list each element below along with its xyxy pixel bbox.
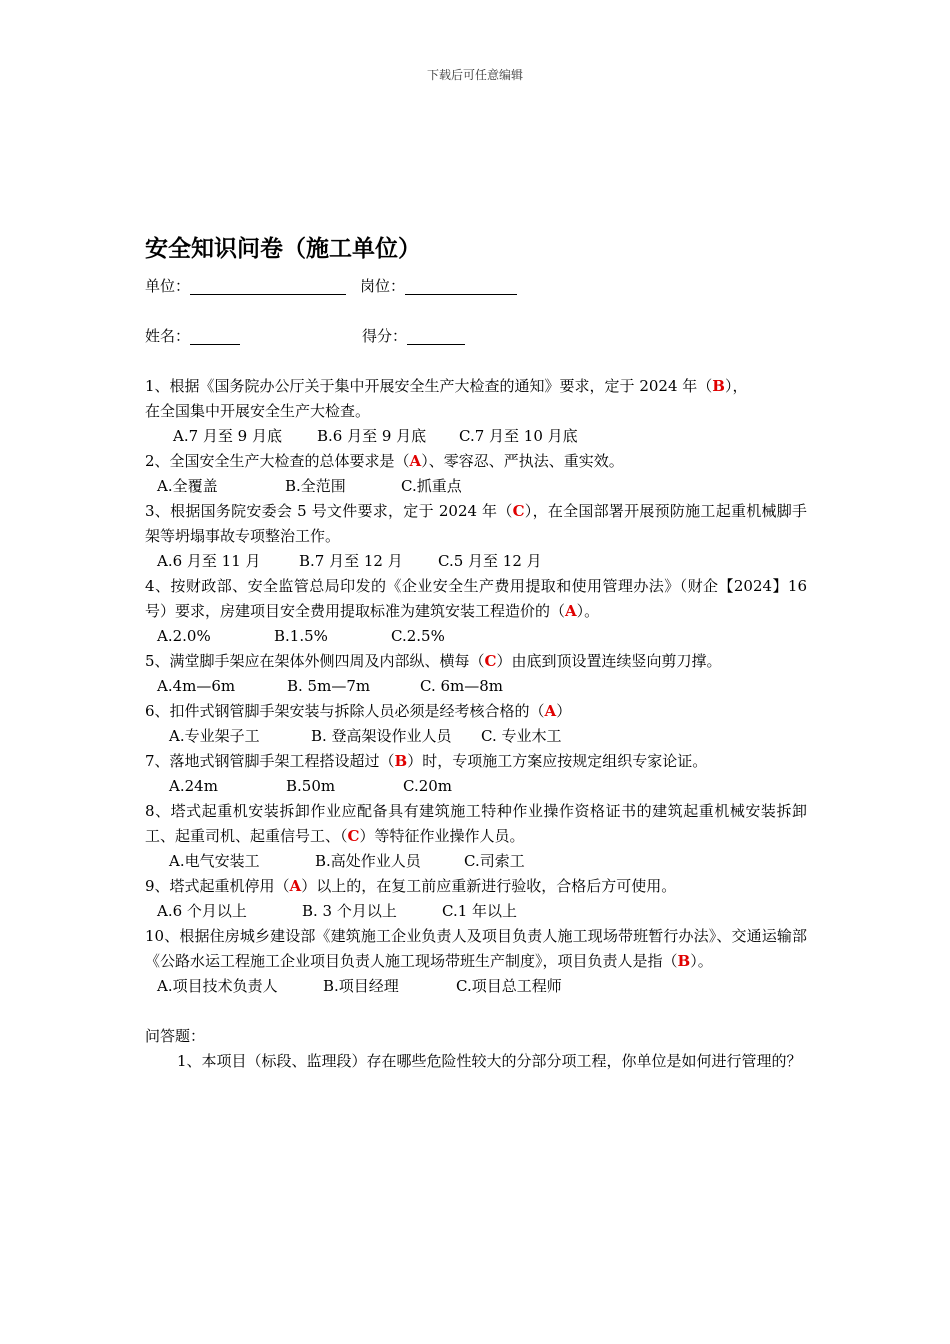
question-5-answer: C — [484, 652, 497, 670]
name-label: 姓名： — [145, 327, 191, 345]
score-blank[interactable] — [407, 327, 465, 345]
question-2-text: 2、全国安全生产大检查的总体要求是（ — [145, 452, 410, 470]
name-field — [145, 324, 362, 349]
option-a[interactable]: A.专业架子工 — [169, 727, 260, 745]
question-5 — [145, 649, 807, 674]
question-6-answer: A — [544, 702, 557, 720]
question-6-text-end: ） — [556, 702, 572, 720]
question-10-text-end: ）。 — [690, 952, 713, 970]
question-8 — [145, 799, 807, 849]
question-10 — [145, 924, 807, 974]
unit-blank[interactable] — [190, 277, 346, 295]
option-b[interactable]: B. 5m—7m — [287, 677, 371, 695]
question-1-text-end: ）， — [724, 377, 748, 395]
option-b[interactable]: B.高处作业人员 — [315, 852, 421, 870]
question-2-options — [145, 474, 807, 499]
question-10-options — [145, 974, 807, 999]
option-b[interactable]: B.6 月至 9 月底 — [317, 427, 427, 445]
name-blank[interactable] — [190, 327, 240, 345]
option-a[interactable]: A.6 个月以上 — [157, 902, 247, 920]
question-4-options — [145, 624, 807, 649]
essay-section-title: 问答题： — [145, 1027, 206, 1045]
field-row-name-score — [145, 324, 807, 349]
question-4-text-end: ）。 — [576, 602, 600, 620]
question-5-text: 5、满堂脚手架应在架体外侧四周及内部纵、横每（ — [145, 652, 485, 670]
questionnaire — [145, 232, 807, 1074]
page-header-note: 下载后可任意编辑 — [426, 68, 523, 82]
question-1-text: 1、根据《国务院办公厅关于集中开展安全生产大检查的通知》要求，定于 2024 年（ — [145, 377, 713, 395]
option-b[interactable]: B. 登高架设作业人员 — [311, 727, 452, 745]
question-3-options — [145, 549, 807, 574]
option-a[interactable]: A.2.0% — [157, 627, 211, 645]
question-5-text-end: ）由底到顶设置连续竖向剪刀撑。 — [496, 652, 722, 670]
option-a[interactable]: A.6 月至 11 月 — [157, 552, 261, 570]
option-a[interactable]: A.电气安装工 — [169, 852, 260, 870]
option-a[interactable]: A.7 月至 9 月底 — [173, 427, 282, 445]
question-8-text: 8、塔式起重机安装拆卸作业应配备具有建筑施工特种作业操作资格证书的建筑起重机械安装拆卸工、起重司机、起重信号工、（ — [145, 802, 807, 845]
question-list — [145, 374, 807, 999]
question-1 — [145, 374, 807, 399]
question-3 — [145, 499, 807, 549]
question-9 — [145, 874, 807, 899]
option-c[interactable]: C.2.5% — [391, 627, 445, 645]
question-1-continuation: 在全国集中开展安全生产大检查。 — [145, 402, 371, 420]
question-1-answer: B — [712, 377, 725, 395]
question-9-options — [145, 899, 807, 924]
option-a[interactable]: A.24m — [169, 777, 218, 795]
score-field — [362, 324, 465, 349]
question-9-answer: A — [289, 877, 302, 895]
page-title: 安全知识问卷（施工单位） — [145, 236, 421, 262]
question-5-options — [145, 674, 807, 699]
question-3-answer: C — [512, 502, 525, 520]
option-a[interactable]: A.全覆盖 — [157, 477, 218, 495]
option-a[interactable]: A.4m—6m — [157, 677, 236, 695]
question-6-options — [145, 724, 807, 749]
option-c[interactable]: C. 专业木工 — [481, 727, 562, 745]
essay-question-1: 1、本项目（标段、监理段）存在哪些危险性较大的分部分项工程，你单位是如何进行管理的？ — [177, 1052, 802, 1070]
option-c[interactable]: C.抓重点 — [401, 477, 462, 495]
question-1-options — [145, 424, 807, 449]
option-c[interactable]: C.1 年以上 — [442, 902, 518, 920]
question-7-text: 7、落地式钢管脚手架工程搭设超过（ — [145, 752, 395, 770]
question-10-text: 10、根据住房城乡建设部《建筑施工企业负责人及项目负责人施工现场带班暂行办法》、交通运输部《公路水运工程施工企业项目负责人施工现场带班生产制度》，项目负责人是指（ — [145, 927, 807, 970]
option-b[interactable]: B.项目经理 — [323, 977, 399, 995]
question-8-text-end: ）等特征作业操作人员。 — [359, 827, 525, 845]
option-c[interactable]: C.20m — [403, 777, 453, 795]
question-6 — [145, 699, 807, 724]
option-b[interactable]: B. 3 个月以上 — [302, 902, 397, 920]
option-b[interactable]: B.全范围 — [285, 477, 346, 495]
question-2-answer: A — [409, 452, 422, 470]
question-7 — [145, 749, 807, 774]
position-blank[interactable] — [405, 277, 517, 295]
option-c[interactable]: C.5 月至 12 月 — [438, 552, 542, 570]
question-10-answer: B — [677, 952, 691, 970]
field-row-unit-position — [145, 274, 807, 299]
question-4-answer: A — [565, 602, 577, 620]
option-b[interactable]: B.50m — [286, 777, 336, 795]
question-7-answer: B — [394, 752, 408, 770]
option-c[interactable]: C.项目总工程师 — [456, 977, 562, 995]
unit-label: 单位： — [145, 277, 191, 295]
option-b[interactable]: B.7 月至 12 月 — [299, 552, 403, 570]
question-8-options — [145, 849, 807, 874]
question-6-text: 6、扣件式钢管脚手架安装与拆除人员必须是经考核合格的（ — [145, 702, 545, 720]
question-7-options — [145, 774, 807, 799]
option-a[interactable]: A.项目技术负责人 — [157, 977, 278, 995]
question-9-text: 9、塔式起重机停用（ — [145, 877, 290, 895]
question-4-text: 4、按财政部、安全监管总局印发的《企业安全生产费用提取和使用管理办法》（财企【2024】16 号）要求，房建项目安全费用提取标准为建筑安装工程造价的（ — [145, 577, 807, 620]
option-c[interactable]: C.7 月至 10 月底 — [459, 427, 578, 445]
question-7-text-end: ）时，专项施工方案应按规定组织专家论证。 — [407, 752, 708, 770]
question-3-text-end: ），在全国部署开展预防施工起重机械脚手架等坍塌事故专项整治工作。 — [145, 502, 807, 545]
question-2-text-end: ）、零容忍、严执法、重实效。 — [421, 452, 624, 470]
question-2 — [145, 449, 807, 474]
option-b[interactable]: B.1.5% — [274, 627, 328, 645]
unit-field — [145, 274, 346, 299]
question-8-answer: C — [347, 827, 360, 845]
position-label: 岗位： — [360, 277, 406, 295]
option-c[interactable]: C.司索工 — [464, 852, 525, 870]
position-field — [360, 274, 517, 299]
score-label: 得分： — [362, 327, 408, 345]
option-c[interactable]: C. 6m—8m — [420, 677, 504, 695]
question-4 — [145, 574, 807, 624]
question-9-text-end: ）以上的，在复工前应重新进行验收，合格后方可使用。 — [301, 877, 677, 895]
question-3-text: 3、根据国务院安委会 5 号文件要求，定于 2024 年（ — [145, 502, 513, 520]
